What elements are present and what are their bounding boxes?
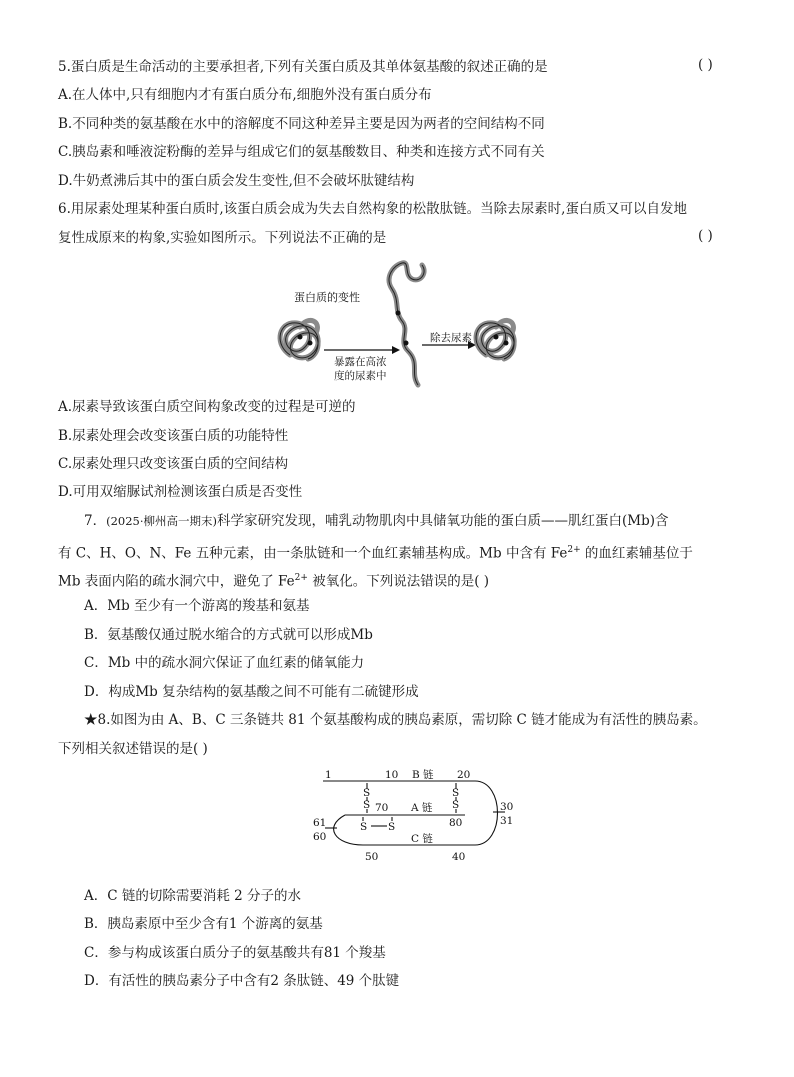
q5-stem: 5.蛋白质是生命活动的主要承担者,下列有关蛋白质及其单体氨基酸的叙述正确的是 [58,59,548,75]
q7-option-c: C．Mb 中的疏水洞穴保证了血红素的储氧能力 [84,655,365,671]
q5-option-a: A.在人体中,只有细胞内才有蛋白质分布,细胞外没有蛋白质分布 [58,87,432,103]
residue-20: 20 [457,769,471,781]
residue-70: 70 [375,802,389,814]
q7-stem-text1: 科学家研究发现，哺乳动物肌肉中具储氧功能的蛋白质——肌红蛋白(Mb)含 [217,513,669,529]
q7-sup2: 2+ [294,573,308,583]
residue-10: 10 [385,769,399,781]
q8-stem-line1: ★8.如图为由 A、B、C 三条链共 81 个氨基酸构成的胰岛素原，需切除 C 链才能成为有活性的胰岛素。 [84,712,707,728]
q7-number: 7． [84,513,107,529]
q8-option-a: A．C 链的切除需要消耗 2 分子的水 [84,888,302,904]
disulfide-s3: S [452,787,460,799]
label-chain-c: C 链 [411,833,433,845]
disulfide-s2: S [363,799,371,811]
q7-stem-line3 [58,568,489,592]
label-chain-b: B 链 [412,769,434,781]
q6-option-b: B.尿素处理会改变该蛋白质的功能特性 [58,428,289,444]
residue-40: 40 [452,851,466,863]
label-remove-urea: 除去尿素 [430,332,472,344]
q5-option-c: C.胰岛素和唾液淀粉酶的差异与组成它们的氨基酸数目、种类和连接方式不同有关 [58,144,545,160]
label-chain-a: A 链 [411,802,433,814]
q7-source: (2025·柳州高一期末) [106,514,217,528]
disulfide-s6: S [388,821,396,833]
q7-stem-text3b: 被氧化。下列说法错误的是( ) [307,573,490,590]
proinsulin-diagram [305,765,525,880]
q7-option-b: B．氨基酸仅通过脱水缩合的方式就可以形成Mb [84,627,373,643]
disulfide-s5: S [360,821,368,833]
q6-answer-paren: ( ) [698,228,713,244]
q6-option-d: D.可用双缩脲试剂检测该蛋白质是否变性 [58,484,303,500]
q5-option-b: B.不同种类的氨基酸在水中的溶解度不同这种差异主要是因为两者的空间结构不同 [58,116,545,132]
q7-stem-text2a: 有 C、H、O、N、Fe 五种元素，由一条肽链和一个血红素辅基构成。Mb 中含有 Fe [58,545,568,562]
residue-50: 50 [365,851,379,863]
q7-option-d: D．构成Mb 复杂结构的氨基酸之间不可能有二硫键形成 [84,684,419,700]
q8-option-c: C．参与构成该蛋白质分子的氨基酸共有81 个羧基 [84,945,386,961]
q7-stem-line1 [84,511,669,531]
q6-option-a: A.尿素导致该蛋白质空间构象改变的过程是可逆的 [58,399,356,415]
residue-30: 30 [500,801,514,813]
q8-option-d: D．有活性的胰岛素分子中含有2 条肽链、49 个肽键 [84,973,400,989]
protein-denaturation-figure [270,255,540,390]
label-denaturation: 蛋白质的变性 [294,291,360,304]
q7-stem-text2b: 的血红素辅基位于 [580,545,693,562]
q7-stem-text3a: Mb 表面内陷的疏水洞穴中，避免了 Fe [58,573,295,590]
q8-stem-line2: 下列相关叙述错误的是( ) [58,741,208,757]
disulfide-s4: S [452,799,460,811]
q5-answer-paren: ( ) [698,57,713,73]
q8-option-b: B．胰岛素原中至少含有1 个游离的氨基 [84,916,323,932]
residue-61: 61 [313,817,327,829]
q6-stem-line1: 6.用尿素处理某种蛋白质时,该蛋白质会成为失去自然构象的松散肽链。当除去尿素时,蛋白质又可以自发地 [58,201,687,217]
q7-sup1: 2+ [567,545,581,555]
q7-option-a: A．Mb 至少有一个游离的羧基和氨基 [84,598,310,614]
q5-option-d: D.牛奶煮沸后其中的蛋白质会发生变性,但不会破坏肽键结构 [58,173,415,189]
disulfide-s1: S [363,787,371,799]
label-urea-line2: 度的尿素中 [334,370,387,382]
q6-stem-line2: 复性成原来的构象,实验如图所示。下列说法不正确的是 [58,230,387,246]
label-urea-line1: 暴露在高浓 [334,356,387,368]
residue-60: 60 [313,831,327,843]
q7-stem-line2 [58,540,693,564]
residue-80: 80 [449,817,463,829]
q6-option-c: C.尿素处理只改变该蛋白质的空间结构 [58,456,289,472]
unfolded-chain [389,263,424,385]
residue-1: 1 [325,769,332,781]
residue-31: 31 [500,815,514,827]
